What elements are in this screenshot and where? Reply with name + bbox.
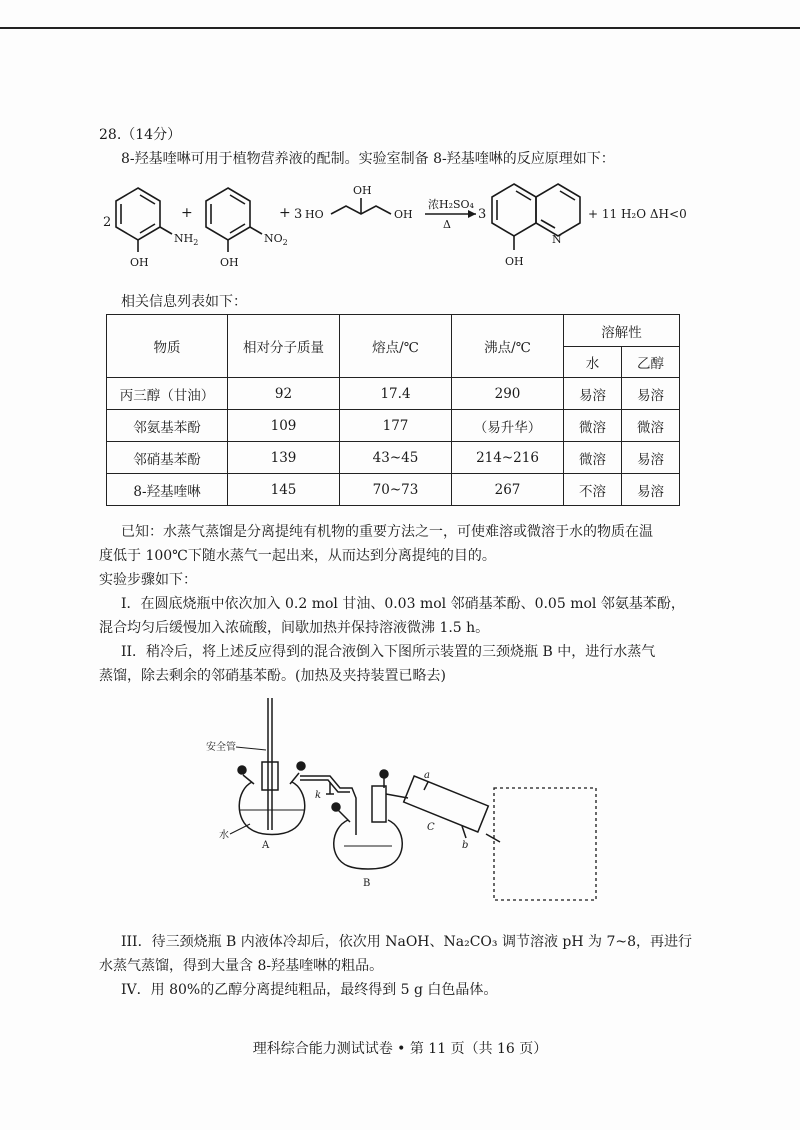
table-cell: 易溶 [564, 378, 622, 410]
table-cell: 8-羟基喹啉 [107, 474, 228, 506]
hydroxyquinoline-structure [492, 184, 580, 250]
later-steps [99, 930, 699, 1002]
table-cell: 290 [452, 378, 564, 410]
n-label: N [552, 233, 562, 246]
table-cell: 92 [228, 378, 340, 410]
table-cell: 109 [228, 410, 340, 442]
label-a: a [424, 770, 430, 781]
table-cell: 微溶 [622, 410, 680, 442]
oh-label-3: OH [505, 255, 524, 268]
table-cell: 易溶 [622, 442, 680, 474]
table-cell: 70~73 [340, 474, 452, 506]
flask-b [334, 820, 403, 869]
ho-label: HO [305, 208, 324, 221]
step-1-line-2: 混合均匀后缓慢加入浓硫酸，间歇加热并保持溶液微沸 1.5 h。 [99, 620, 490, 636]
step-3-line-1: III．待三颈烧瓶 B 内液体冷却后，依次用 NaOH、Na₂CO₃ 调节溶液 pH 为 7~8，再进行 [121, 934, 693, 950]
flask-a-neck [262, 762, 278, 790]
table-row [107, 410, 680, 442]
table-cell: 易溶 [622, 378, 680, 410]
table-row [107, 378, 680, 410]
col-header-mp: 熔点/℃ [340, 315, 452, 378]
coef-1: 2 [103, 215, 112, 230]
table-row [107, 474, 680, 506]
coef-3: 3 [478, 207, 487, 222]
step-3-line-2: 水蒸气蒸馏，得到大量含 8-羟基喹啉的粗品。 [99, 958, 384, 974]
steps-title: 实验步骤如下： [99, 572, 197, 588]
page-footer: 理科综合能力测试试卷 • 第 11 页（共 16 页） [252, 1041, 548, 1057]
table-cell: 177 [340, 410, 452, 442]
coef-2: 3 [294, 207, 303, 222]
table-cell: 145 [228, 474, 340, 506]
condenser-link [386, 794, 408, 798]
glycerol-oh-top: OH [353, 184, 372, 197]
col-header-mw: 相对分子质量 [228, 315, 340, 378]
table-cell: 139 [228, 442, 340, 474]
step-1-line-1: I．在圆底烧瓶中依次加入 0.2 mol 甘油、0.03 mol 邻硝基苯酚、0.05 mol 邻氨基苯酚， [121, 596, 685, 612]
question-intro: 8-羟基喹啉可用于植物营养液的配制。实验室制备 8-羟基喹啉的反应原理如下： [121, 151, 615, 167]
label-b: b [462, 840, 469, 851]
glycerol-oh-right: OH [394, 208, 413, 221]
oh-label-2: OH [220, 256, 239, 269]
known-line-2: 度低于 100℃下随水蒸气一起出来，从而达到分离提纯的目的。 [99, 548, 496, 564]
label-flask-a: A [262, 840, 270, 851]
col-header-water: 水 [564, 347, 622, 378]
question-number: 28.（14分） [99, 127, 182, 143]
table-cell: 微溶 [564, 442, 622, 474]
table-cell: （易升华） [452, 410, 564, 442]
table-cell: 17.4 [340, 378, 452, 410]
o-nitrophenol-structure [206, 188, 262, 252]
oh-label-1: OH [130, 256, 149, 269]
nh2-label: $NH_2$ [174, 232, 199, 247]
condenser-c [404, 776, 489, 832]
apparatus-diagram [0, 690, 800, 910]
plus-2: + [279, 205, 291, 221]
table-cell: 214~216 [452, 442, 564, 474]
step-2-line-2: 蒸馏，除去剩余的邻硝基苯酚。(加热及夹持装置已略去) [99, 668, 446, 684]
step-2-line-1: II．稍冷后，将上述反应得到的混合液倒入下图所示装置的三颈烧瓶 B 中，进行水蒸气 [121, 644, 656, 660]
table-cell: 易溶 [622, 474, 680, 506]
condition-bottom: Δ [443, 218, 451, 231]
plus-1: + [181, 205, 193, 221]
col-header-solubility: 溶解性 [564, 315, 680, 347]
receiver-box [494, 788, 596, 900]
table-cell: 丙三醇（甘油） [107, 378, 228, 410]
label-safety-tube: 安全管 [206, 742, 236, 753]
known-line-1: 已知：水蒸气蒸馏是分离提纯有机物的重要方法之一，可使难溶或微溶于水的物质在温 [121, 524, 653, 540]
table-cell: 邻氨基苯酚 [107, 410, 228, 442]
no2-label: $NO_2$ [264, 232, 288, 247]
table-caption: 相关信息列表如下： [121, 294, 247, 310]
col-header-bp: 沸点/℃ [452, 315, 564, 378]
col-header-substance: 物质 [107, 315, 228, 378]
label-k: k [315, 790, 322, 801]
info-table [106, 314, 680, 506]
table-cell: 不溶 [564, 474, 622, 506]
table-cell: 43~45 [340, 442, 452, 474]
table-row [107, 442, 680, 474]
known-paragraph [99, 520, 699, 688]
table-cell: 微溶 [564, 410, 622, 442]
label-c: C [427, 822, 435, 833]
products-tail: + 11 H₂O ΔH<0 [588, 207, 687, 221]
label-water: 水 [219, 830, 229, 841]
table-cell: 邻硝基苯酚 [107, 442, 228, 474]
table-cell: 267 [452, 474, 564, 506]
col-header-ethanol: 乙醇 [622, 347, 680, 378]
glycerol-structure [331, 198, 391, 214]
o-aminophenol-structure [116, 188, 172, 252]
step-4: IV．用 80%的乙醇分离提纯粗品，最终得到 5 g 白色晶体。 [121, 982, 498, 998]
condition-top: 浓H₂SO₄ [428, 198, 474, 211]
connecting-tube [300, 776, 356, 835]
label-flask-b: B [363, 878, 371, 889]
reaction-scheme [0, 170, 800, 280]
